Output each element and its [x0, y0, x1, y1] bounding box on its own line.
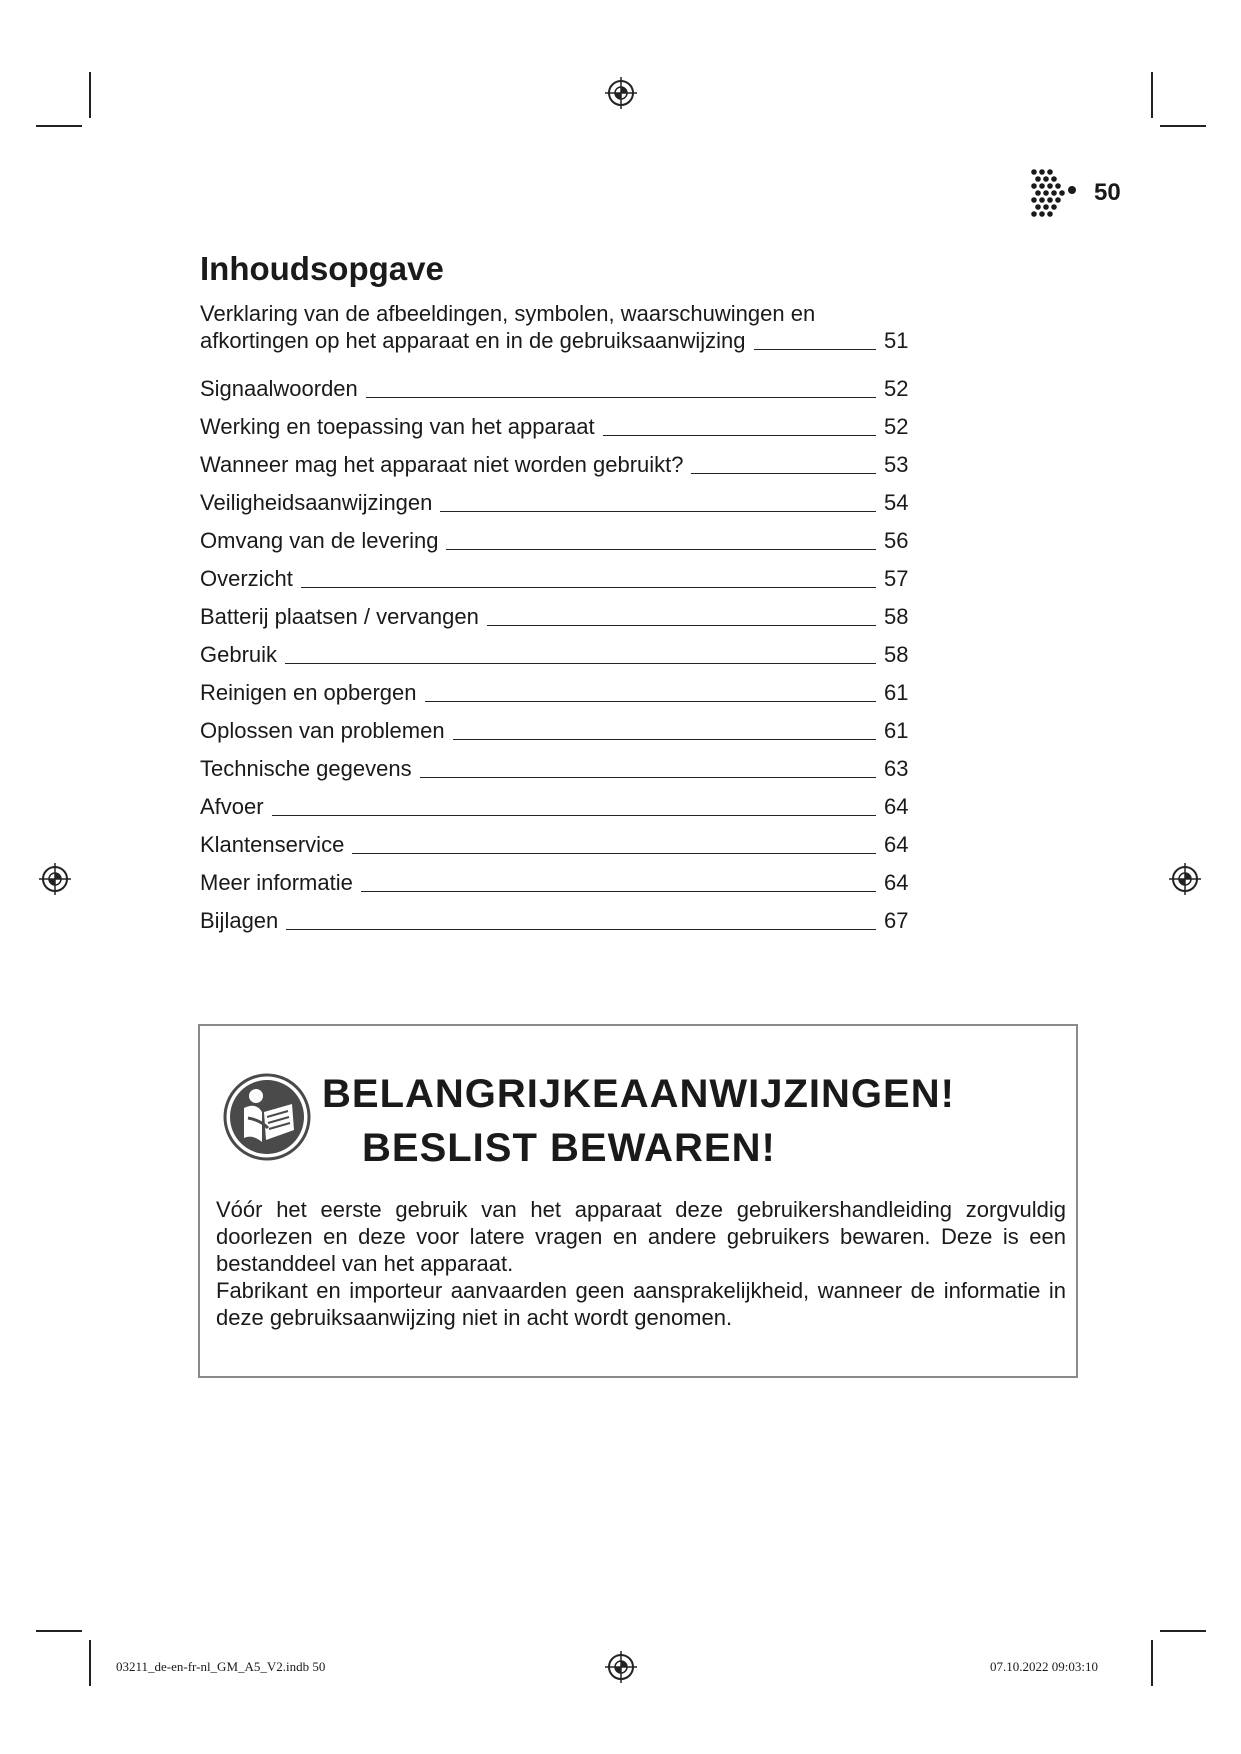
registration-mark-icon: [604, 76, 638, 110]
notice-heading: BELANGRIJKEAANWIJZINGEN!: [322, 1072, 955, 1116]
toc-entry: [200, 440, 920, 478]
toc-entry: [200, 516, 920, 554]
toc-entry-label: Signaalwoorden: [200, 376, 358, 401]
toc-entry: [200, 896, 920, 934]
leader-line: [420, 776, 876, 778]
crop-mark: [1151, 1640, 1153, 1686]
toc-entry-label: Batterij plaatsen / vervangen: [200, 604, 479, 629]
leader-line: [361, 890, 876, 892]
leader-line: [286, 928, 876, 930]
leader-line: [487, 624, 876, 626]
toc-entry-page: 54: [884, 490, 909, 515]
leader-line: [754, 348, 877, 350]
toc-entry-label: Omvang van de levering: [200, 528, 439, 553]
dot-cluster-icon: [1028, 168, 1084, 218]
leader-line: [352, 852, 876, 854]
toc-entry-label: Veiligheidsaanwijzingen: [200, 490, 433, 515]
page-number: 50: [1094, 179, 1121, 206]
toc-entry-label: Oplossen van problemen: [200, 718, 445, 743]
leader-line: [272, 814, 876, 816]
toc-entry-label: Bijlagen: [200, 908, 279, 933]
table-of-contents: [200, 300, 920, 934]
leader-line: [285, 662, 876, 664]
toc-entry-page: 56: [884, 528, 909, 553]
toc-entry: [200, 630, 920, 668]
notice-body: [216, 1196, 1066, 1331]
toc-entry-page: 53: [884, 452, 909, 477]
toc-entry-page: 61: [884, 680, 909, 705]
notice-paragraph: Vóór het eerste gebruik van het apparaat deze gebruikershandleiding zorgvuldig doorlezen en deze voor latere vragen en andere gebruikers bewaren. Deze is een bestanddeel van het apparaat.: [216, 1197, 1066, 1276]
important-notice-box: [198, 1024, 1078, 1378]
registration-mark-icon: [1168, 862, 1202, 896]
toc-entry-page: 51: [884, 328, 909, 353]
toc-entry: [200, 706, 920, 744]
crop-mark: [1160, 125, 1206, 127]
toc-entry: [200, 478, 920, 516]
toc-entry: [200, 820, 920, 858]
toc-entry-page: 61: [884, 718, 909, 743]
toc-entry: [200, 858, 920, 896]
toc-entry: [200, 402, 920, 440]
toc-entry-label: Technische gegevens: [200, 756, 412, 781]
toc-entry: [200, 300, 920, 354]
crop-mark: [1160, 1630, 1206, 1632]
read-manual-icon: [222, 1072, 312, 1162]
toc-entry: [200, 592, 920, 630]
crop-mark: [89, 72, 91, 118]
leader-line: [691, 472, 876, 474]
toc-entry-label: Verklaring van de afbeeldingen, symbolen, waarschuwingen en: [200, 301, 816, 326]
toc-entry-label: Meer informatie: [200, 870, 353, 895]
crop-mark: [1151, 72, 1153, 118]
toc-entry: [200, 782, 920, 820]
leader-line: [366, 396, 876, 398]
toc-entry-label: Reinigen en opbergen: [200, 680, 417, 705]
toc-entry-page: 64: [884, 794, 909, 819]
toc-entry-page: 63: [884, 756, 909, 781]
leader-line: [425, 700, 876, 702]
toc-entry-label: afkortingen op het apparaat en in de gebruiksaanwijzing: [200, 328, 746, 353]
toc-entry-label: Wanneer mag het apparaat niet worden gebruikt?: [200, 452, 684, 477]
leader-line: [603, 434, 876, 436]
toc-title: Inhoudsopgave: [200, 250, 444, 287]
toc-entry-page: 64: [884, 832, 909, 857]
toc-entry-page: 58: [884, 604, 909, 629]
toc-entry-label: Overzicht: [200, 566, 293, 591]
toc-entry-page: 52: [884, 376, 909, 401]
crop-mark: [89, 1640, 91, 1686]
toc-entry-page: 58: [884, 642, 909, 667]
leader-line: [453, 738, 876, 740]
leader-line: [301, 586, 876, 588]
toc-entry: [200, 554, 920, 592]
toc-entry-page: 52: [884, 414, 909, 439]
toc-entry-page: 67: [884, 908, 909, 933]
toc-entry: [200, 744, 920, 782]
toc-entry-page: 64: [884, 870, 909, 895]
toc-entry: [200, 668, 920, 706]
toc-entry-label: Afvoer: [200, 794, 264, 819]
footer-file-info: 03211_de-en-fr-nl_GM_A5_V2.indb 50: [116, 1659, 326, 1674]
footer-date-time: 07.10.2022 09:03:10: [990, 1659, 1098, 1674]
toc-entry: [200, 364, 920, 402]
toc-entry-page: 57: [884, 566, 909, 591]
toc-entry-label: Klantenservice: [200, 832, 345, 857]
registration-mark-icon: [604, 1650, 638, 1684]
registration-mark-icon: [38, 862, 72, 896]
notice-paragraph: Fabrikant en importeur aanvaarden geen aansprakelijkheid, wanneer de informatie in deze gebruiksaanwijzing niet in acht wordt genomen.: [216, 1278, 1066, 1330]
notice-subheading: BESLIST BEWAREN!: [362, 1126, 776, 1170]
toc-entry-label: Gebruik: [200, 642, 278, 667]
page-number-block: [1028, 168, 1121, 218]
crop-mark: [36, 125, 82, 127]
toc-entry-label: Werking en toepassing van het apparaat: [200, 414, 595, 439]
leader-line: [446, 548, 876, 550]
crop-mark: [36, 1630, 82, 1632]
leader-line: [440, 510, 876, 512]
